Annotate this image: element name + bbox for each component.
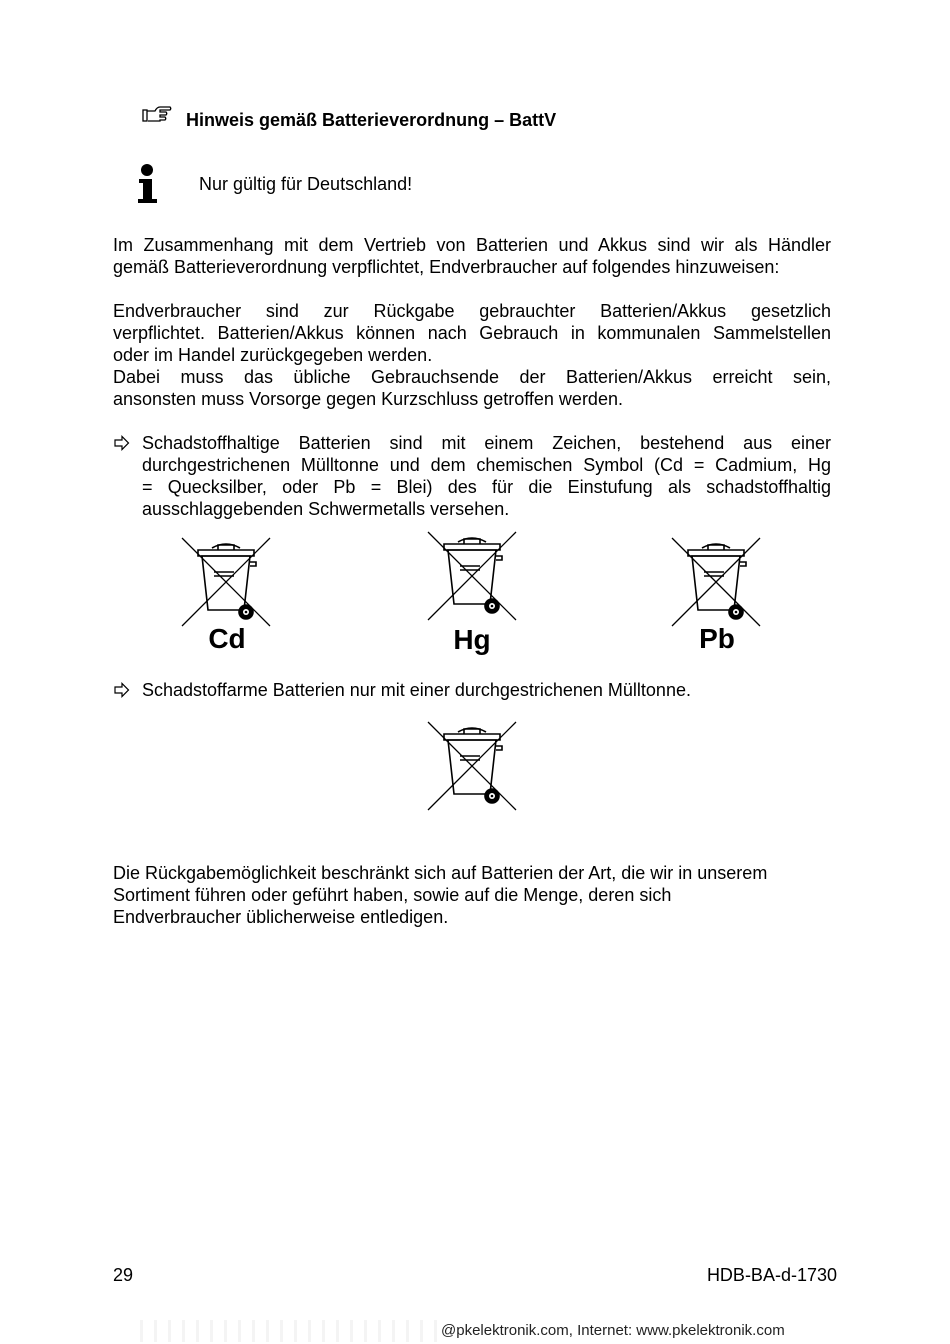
text-line: Dabei muss das übliche Gebrauchsende der Batterien/Akkus erreicht sein,: [113, 367, 831, 387]
text-line: Die Rückgabemöglichkeit beschränkt sich auf Batterien der Art, die wir in unserem: [113, 863, 768, 883]
intro-paragraph: [113, 234, 831, 278]
symbol-lead: Pb: [699, 623, 735, 654]
bullet-text: Schadstoffarme Batterien nur mit einer durchgestrichenen Mülltonne.: [142, 680, 691, 700]
outline-arrow-right-icon: [113, 432, 131, 454]
symbol-cadmium: Cd: [208, 623, 246, 654]
closing-paragraph: [113, 862, 831, 928]
text-line: Endverbraucher sind zur Rückgabe gebrauchter Batterien/Akkus gesetzlich: [113, 301, 831, 321]
text-line: Endverbraucher üblicherweise entledigen.: [113, 907, 449, 927]
text-line: Sortiment führen oder geführt haben, sowie auf die Menge, deren sich: [113, 885, 672, 905]
text-line: ausschlaggebenden Schwermetalls versehen.: [142, 499, 510, 519]
bullet-low-hazard: [113, 679, 831, 701]
return-obligation-paragraph: [113, 300, 831, 410]
text-line: oder im Handel zurückgegeben werden.: [113, 345, 433, 365]
text-line: ansonsten muss Vorsorge gegen Kurzschluss getroffen werden.: [113, 389, 623, 409]
text-line: durchgestrichenen Mülltonne und dem chemischen Symbol (Cd = Cadmium, Hg: [142, 455, 831, 475]
text-line: Schadstoffhaltige Batterien sind mit einem Zeichen, bestehend aus einer: [142, 433, 831, 453]
text-line: Im Zusammenhang mit dem Vertrieb von Batterien und Akkus sind wir als Händler: [113, 235, 831, 255]
crossed-out-wheelie-bin-icon: [424, 526, 520, 622]
pointing-hand-icon: [142, 105, 172, 125]
document-code: HDB-BA-d-1730: [706, 1265, 837, 1285]
info-icon: [134, 163, 164, 205]
outline-arrow-right-icon: [113, 679, 131, 701]
symbol-mercury: Hg: [453, 624, 491, 655]
footer-contact: @pkelektronik.com, Internet: www.pkelektronik.com: [441, 1322, 785, 1339]
crossed-out-wheelie-bin-icon: [424, 716, 520, 812]
page-number: 29: [113, 1265, 134, 1285]
text-line: verpflichtet. Batterien/Akkus können nach Gebrauch in kommunalen Sammelstellen: [113, 323, 831, 343]
footer-obscured-text: [140, 1320, 440, 1342]
bullet-hazardous: [113, 432, 831, 520]
crossed-out-wheelie-bin-icon: [178, 532, 274, 628]
text-line: gemäß Batterieverordnung verpflichtet, Endverbraucher auf folgendes hinzuweisen:: [113, 257, 780, 277]
bullet-text: [142, 432, 831, 520]
info-note: Nur gültig für Deutschland!: [199, 174, 413, 194]
text-line: = Quecksilber, oder Pb = Blei) des für die Einstufung als schadstoffhaltig: [142, 477, 831, 497]
crossed-out-wheelie-bin-icon: [668, 532, 764, 628]
section-heading: Hinweis gemäß Batterieverordnung – BattV: [186, 110, 557, 130]
